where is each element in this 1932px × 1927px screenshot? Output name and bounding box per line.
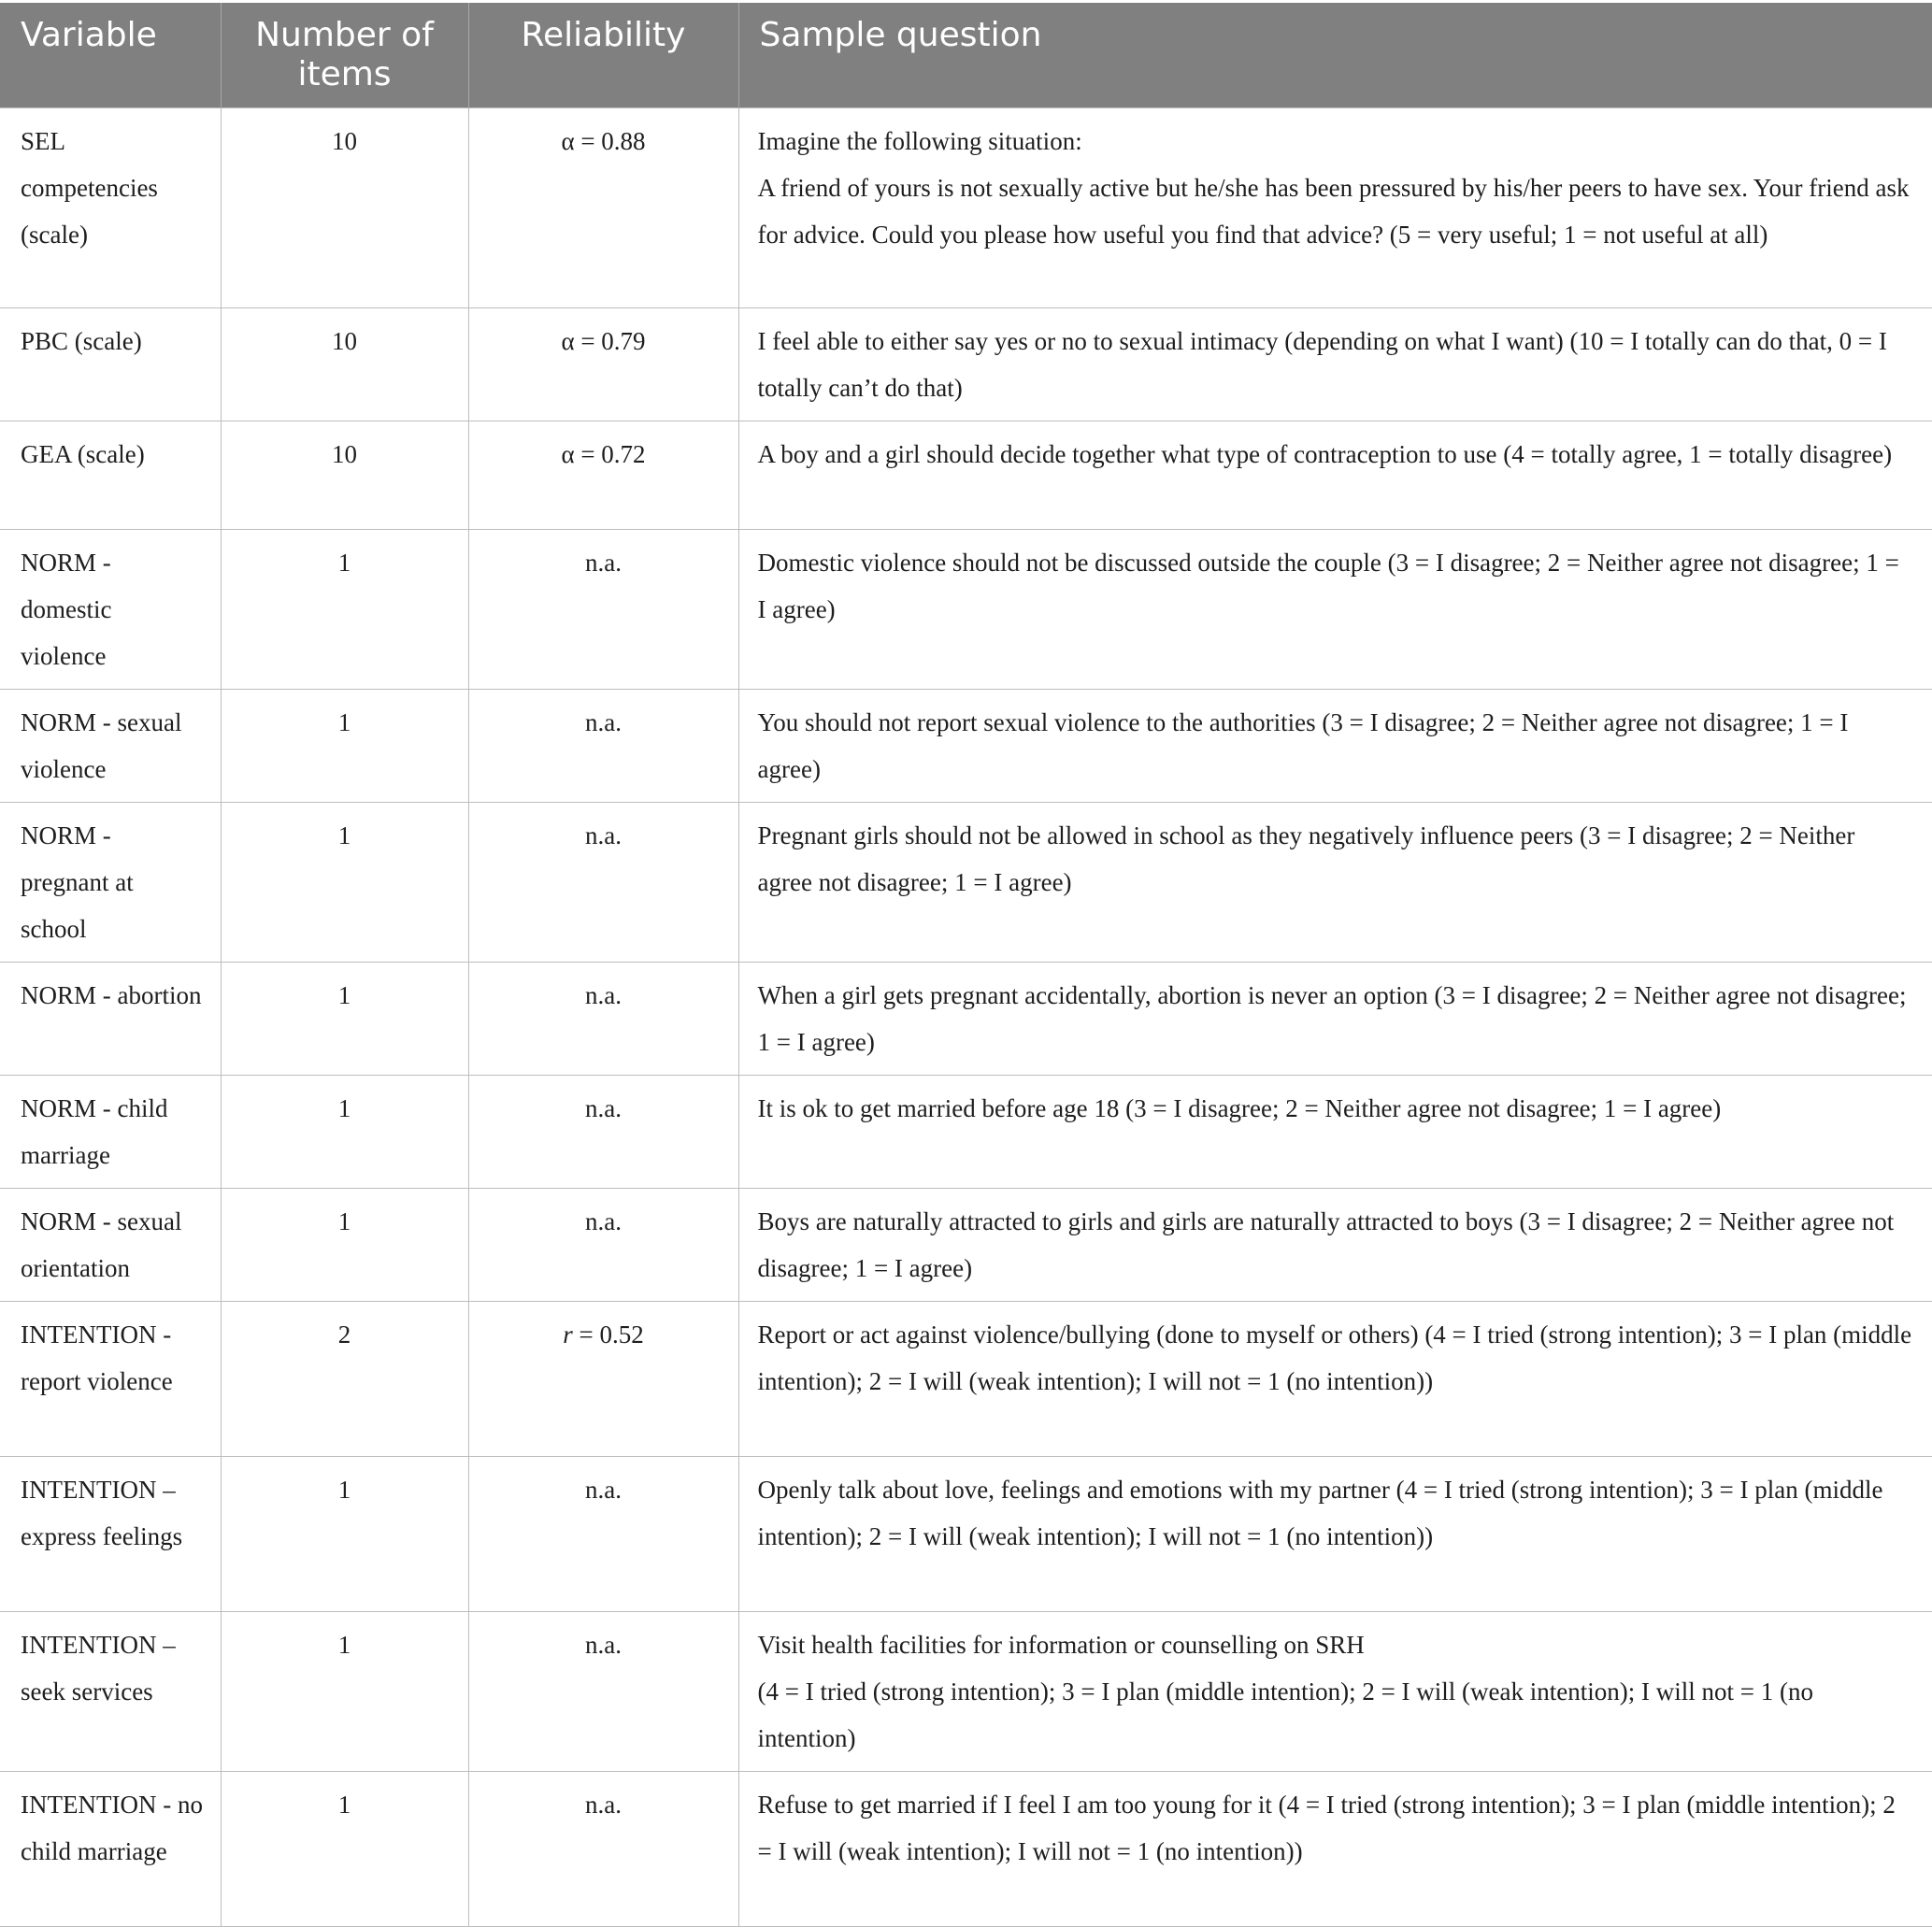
cell-reliability: n.a. [468, 1772, 738, 1927]
cell-number-of-items: 10 [221, 108, 468, 308]
table-body [0, 108, 1932, 1927]
correlation-symbol: r [563, 1320, 573, 1349]
table-row [0, 1076, 1932, 1189]
sample-question-text: Visit health facilities for information or counselling on SRH [757, 1631, 1365, 1659]
cell-number-of-items: 10 [221, 421, 468, 530]
cell-sample-question [738, 421, 1932, 530]
cell-variable: NORM - domestic violence [0, 530, 221, 690]
sample-question-text: Imagine the following situation: [757, 127, 1082, 155]
cell-reliability: n.a. [468, 803, 738, 963]
cell-variable: INTENTION – express feelings [0, 1457, 221, 1612]
cell-sample-question [738, 1772, 1932, 1927]
cell-reliability: n.a. [468, 1612, 738, 1772]
cell-sample-question [738, 108, 1932, 308]
cell-variable: SEL competencies (scale) [0, 108, 221, 308]
cell-number-of-items: 1 [221, 1457, 468, 1612]
cell-number-of-items: 10 [221, 308, 468, 421]
cell-reliability: α = 0.79 [468, 308, 738, 421]
table-row [0, 1612, 1932, 1772]
header-sample-question: Sample question [738, 3, 1932, 108]
sample-question-text: When a girl gets pregnant accidentally, abortion is never an option (3 = I disagree; 2 = Neither agree not disagree; 1 = I agree) [757, 981, 1907, 1056]
cell-variable: GEA (scale) [0, 421, 221, 530]
cell-variable: INTENTION - report violence [0, 1302, 221, 1457]
cell-variable: INTENTION – seek services [0, 1612, 221, 1772]
table-row [0, 1189, 1932, 1302]
sample-question-text: A boy and a girl should decide together what type of contraception to use (4 = totally agree, 1 = totally disagree) [757, 440, 1893, 468]
cell-sample-question [738, 803, 1932, 963]
sample-question-text: Domestic violence should not be discussed outside the couple (3 = I disagree; 2 = Neither agree not disagree; 1 = I agree) [757, 549, 1899, 623]
table-row [0, 1772, 1932, 1927]
cell-reliability: n.a. [468, 963, 738, 1076]
cell-sample-question [738, 1076, 1932, 1189]
sample-question-text: Boys are naturally attracted to girls and girls are naturally attracted to boys (3 = I disagree; 2 = Neither agree not disagree; 1 = I agree) [757, 1207, 1895, 1282]
table-row [0, 1302, 1932, 1457]
table-row [0, 421, 1932, 530]
measures-table [0, 3, 1932, 1927]
cell-number-of-items: 1 [221, 530, 468, 690]
sample-question-text: Refuse to get married if I feel I am too young for it (4 = I tried (strong intention); 3 = I plan (middle intention); 2 = I will (weak intention); I will not = 1 (no intention)) [757, 1791, 1896, 1865]
cell-sample-question [738, 1302, 1932, 1457]
cell-sample-question [738, 1189, 1932, 1302]
header-reliability: Reliability [468, 3, 738, 108]
header-row [0, 3, 1932, 108]
header-number-of-items: Number of items [221, 3, 468, 108]
cell-reliability: n.a. [468, 1076, 738, 1189]
cell-reliability: n.a. [468, 1457, 738, 1612]
cell-variable: PBC (scale) [0, 308, 221, 421]
cell-reliability: n.a. [468, 530, 738, 690]
cell-number-of-items: 2 [221, 1302, 468, 1457]
cell-reliability: α = 0.88 [468, 108, 738, 308]
cell-variable: NORM - abortion [0, 963, 221, 1076]
cell-reliability: n.a. [468, 690, 738, 803]
cell-sample-question [738, 690, 1932, 803]
cell-variable: INTENTION - no child marriage [0, 1772, 221, 1927]
table-row [0, 1457, 1932, 1612]
cell-number-of-items: 1 [221, 690, 468, 803]
cell-variable: NORM - sexual violence [0, 690, 221, 803]
sample-question-text: Openly talk about love, feelings and emotions with my partner (4 = I tried (strong intention); 3 = I plan (middle intention); 2 = I will (weak intention); I will not = 1 (no intention)) [757, 1476, 1883, 1550]
sample-question-text: (4 = I tried (strong intention); 3 = I plan (middle intention); 2 = I will (weak intention); I will not = 1 (no intention) [757, 1677, 1813, 1752]
cell-variable: NORM - sexual orientation [0, 1189, 221, 1302]
cell-number-of-items: 1 [221, 963, 468, 1076]
cell-number-of-items: 1 [221, 1189, 468, 1302]
sample-question-text: I feel able to either say yes or no to sexual intimacy (depending on what I want) (10 = I totally can do that, 0 = I totally can’t do that) [757, 327, 1887, 402]
cell-sample-question [738, 308, 1932, 421]
cell-reliability: α = 0.72 [468, 421, 738, 530]
sample-question-text: Pregnant girls should not be allowed in school as they negatively influence peers (3 = I disagree; 2 = Neither agree not disagree; 1 = I agree) [757, 821, 1855, 896]
table-row [0, 108, 1932, 308]
sample-question-text: It is ok to get married before age 18 (3 = I disagree; 2 = Neither agree not disagree; 1 = I agree) [757, 1094, 1722, 1122]
cell-variable: NORM - pregnant at school [0, 803, 221, 963]
table-row [0, 963, 1932, 1076]
cell-sample-question [738, 1457, 1932, 1612]
table-row [0, 308, 1932, 421]
cell-sample-question [738, 963, 1932, 1076]
table-row [0, 690, 1932, 803]
cell-sample-question [738, 1612, 1932, 1772]
sample-question-text: A friend of yours is not sexually active but he/she has been pressured by his/her peers to have sex. Your friend ask for advice. Could you please how useful you find that advice? (5 = very useful; 1 = not useful at all) [757, 174, 1910, 249]
sample-question-text: Report or act against violence/bullying (done to myself or others) (4 = I tried (strong intention); 3 = I plan (middle intention); 2 = I will (weak intention); I will not = 1 (no intention)) [757, 1320, 1912, 1395]
cell-number-of-items: 1 [221, 1772, 468, 1927]
sample-question-text: You should not report sexual violence to the authorities (3 = I disagree; 2 = Neither agree not disagree; 1 = I agree) [757, 708, 1849, 783]
cell-reliability: r = 0.52 [468, 1302, 738, 1457]
cell-number-of-items: 1 [221, 1076, 468, 1189]
cell-sample-question [738, 530, 1932, 690]
table-row [0, 530, 1932, 690]
table-row [0, 803, 1932, 963]
cell-reliability: n.a. [468, 1189, 738, 1302]
table-header [0, 3, 1932, 108]
cell-number-of-items: 1 [221, 803, 468, 963]
cell-variable: NORM - child marriage [0, 1076, 221, 1189]
cell-number-of-items: 1 [221, 1612, 468, 1772]
header-variable: Variable [0, 3, 221, 108]
